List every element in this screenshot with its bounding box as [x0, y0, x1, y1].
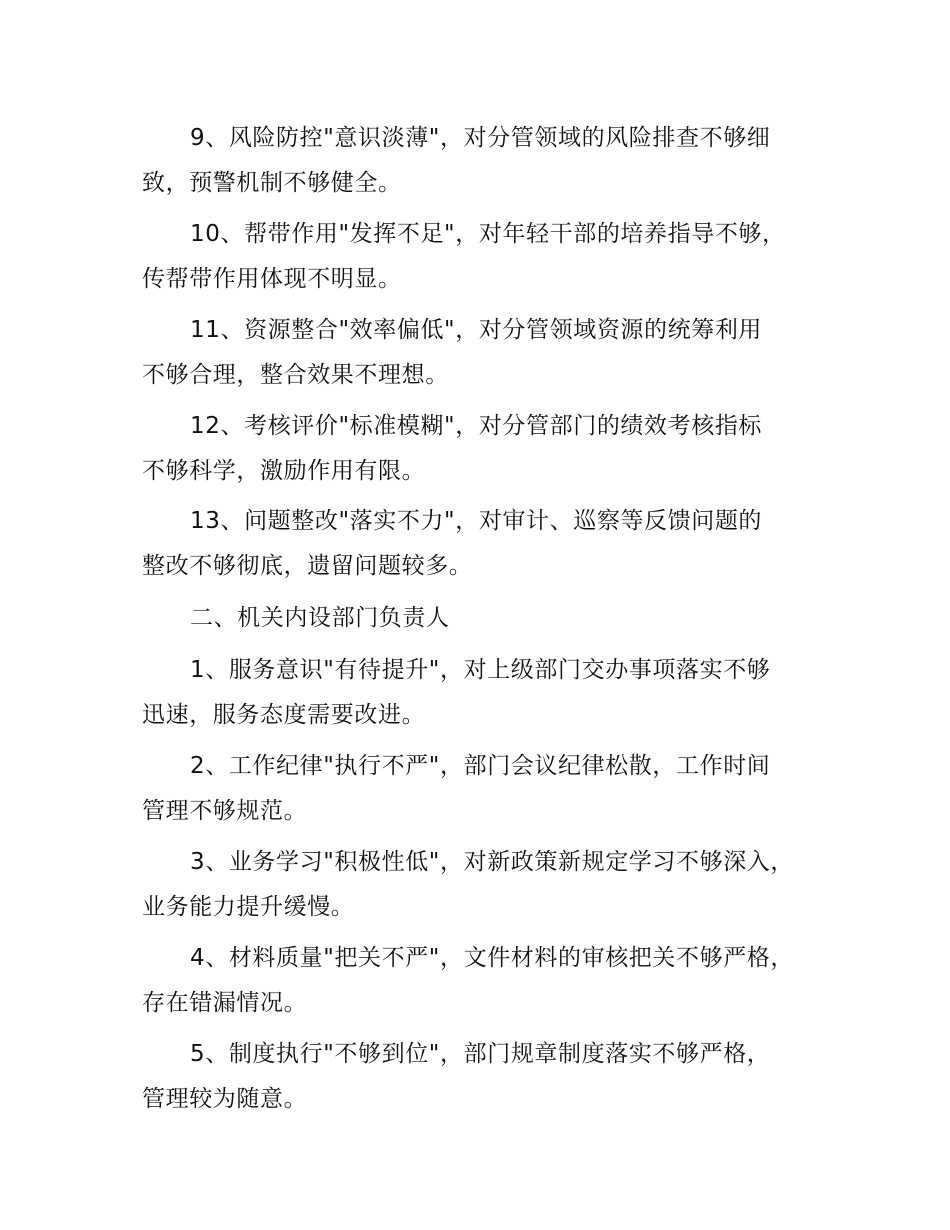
paragraph-line: 2、工作纪律"执行不严"，部门会议纪律松散，工作时间 [190, 753, 771, 779]
paragraph-line: 1、服务意识"有待提升"，对上级部门交办事项落实不够 [190, 657, 771, 683]
paragraph-line: 11、资源整合"效率偏低"，对分管领域资源的统筹利用 [190, 317, 763, 343]
section-item-4 [142, 936, 842, 1026]
paragraph-line: 传帮带作用体现不明显。 [142, 266, 402, 292]
paragraph-line: 管理较为随意。 [142, 1086, 308, 1112]
section-heading-text: 二、机关内设部门负责人 [190, 605, 450, 631]
paragraph-line: 业务能力提升缓慢。 [142, 894, 355, 920]
paragraph-item-11 [142, 308, 842, 398]
paragraph-line: 迅速，服务态度需要改进。 [142, 702, 426, 728]
section-item-5 [142, 1032, 842, 1122]
paragraph-line: 存在错漏情况。 [142, 990, 308, 1016]
section-item-3 [142, 840, 842, 930]
paragraph-line: 不够科学，激励作用有限。 [142, 458, 426, 484]
paragraph-line: 3、业务学习"积极性低"，对新政策新规定学习不够深入， [190, 849, 794, 875]
section-item-2 [142, 744, 842, 834]
paragraph-line: 10、帮带作用"发挥不足"，对年轻干部的培养指导不够， [190, 221, 786, 247]
section-item-1 [142, 648, 842, 738]
paragraph-item-12 [142, 404, 842, 494]
paragraph-line: 管理不够规范。 [142, 798, 308, 824]
paragraph-line: 4、材料质量"把关不严"，文件材料的审核把关不够严格， [190, 945, 794, 971]
paragraph-line: 5、制度执行"不够到位"，部门规章制度落实不够严格， [190, 1041, 771, 1067]
paragraph-line: 致，预警机制不够健全。 [142, 170, 402, 196]
paragraph-line: 9、风险防控"意识淡薄"，对分管领域的风险排查不够细 [190, 125, 771, 151]
paragraph-item-10 [142, 212, 842, 302]
section-heading [142, 596, 842, 641]
paragraph-line: 13、问题整改"落实不力"，对审计、巡察等反馈问题的 [190, 508, 763, 534]
paragraph-line: 不够合理，整合效果不理想。 [142, 362, 449, 388]
paragraph-item-13 [142, 499, 842, 589]
paragraph-line: 整改不够彻底，遗留问题较多。 [142, 553, 473, 579]
paragraph-line: 12、考核评价"标准模糊"，对分管部门的绩效考核指标 [190, 413, 763, 439]
paragraph-item-9 [142, 116, 842, 206]
